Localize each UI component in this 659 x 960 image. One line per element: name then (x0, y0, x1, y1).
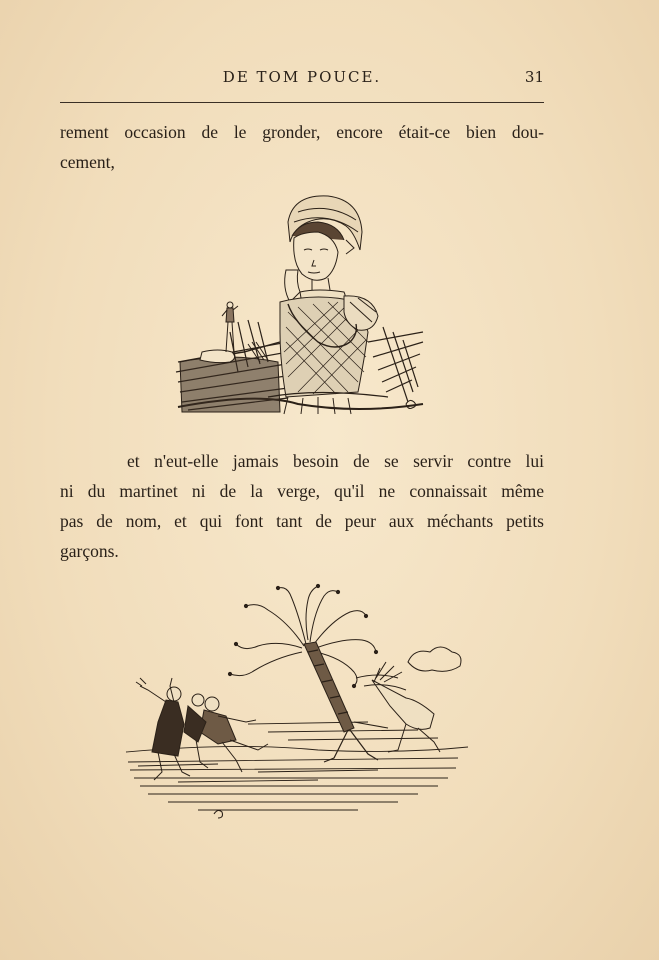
tiny-figure (222, 302, 238, 352)
paragraph-top (60, 117, 544, 177)
page-number: 31 (524, 68, 544, 86)
woman-with-tom-thumb-illustration (168, 192, 430, 420)
text-line: garçons. (60, 541, 119, 561)
martinet-chasing-children-illustration (118, 582, 480, 834)
paragraph-bottom (60, 446, 544, 566)
text-line: ni du martinet ni de la verge, qu'il ne connaissait même (60, 481, 544, 501)
running-title: DE TOM POUCE. (222, 68, 382, 86)
martinet-cords (228, 584, 377, 687)
text-line: cement, (60, 152, 115, 172)
running-header (60, 68, 544, 92)
text-line: pas de nom, et qui font tant de peur aux méchants petits (60, 511, 544, 531)
text-line: et n'eut-elle jamais besoin de se servir contre lui (127, 451, 544, 471)
text-line: rement occasion de le gronder, encore était-ce bien dou- (60, 122, 544, 142)
header-rule (60, 102, 544, 103)
